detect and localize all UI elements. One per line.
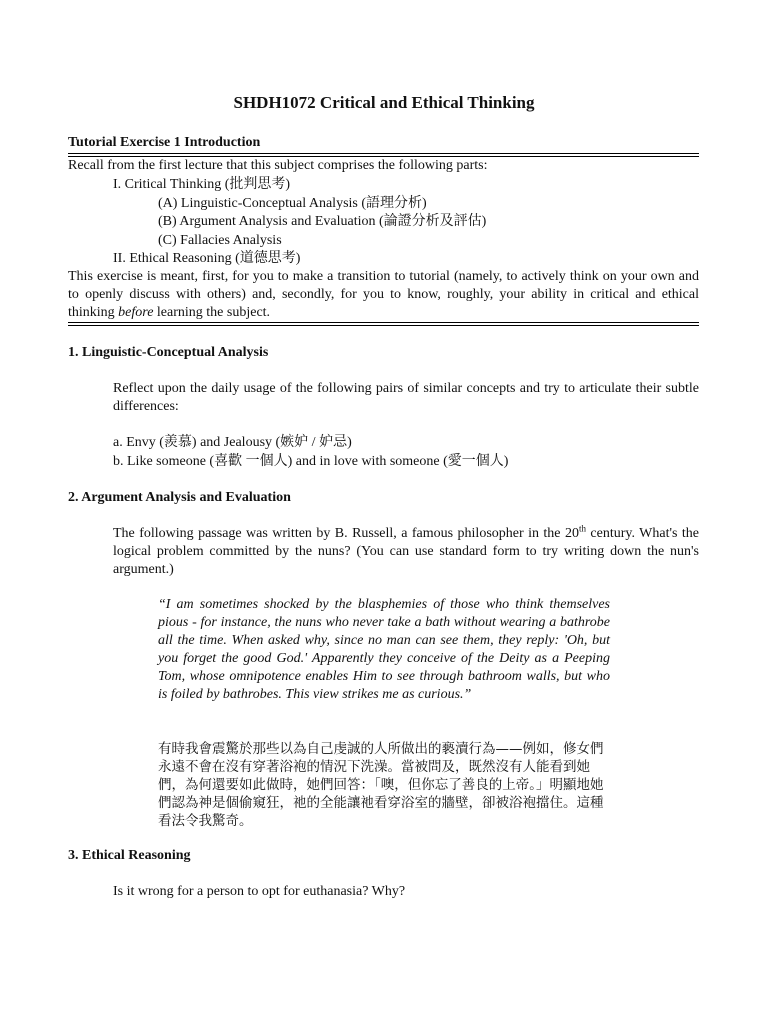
intro-purpose-emphasis: before [118,305,154,320]
section1-heading: 1. Linguistic-Conceptual Analysis [68,345,269,360]
section3-heading: 3. Ethical Reasoning [68,848,191,863]
section1-item-a: a. Envy (羨慕) and Jealousy (嫉妒 / 妒忌) [113,435,352,450]
part-ethical-reasoning: II. Ethical Reasoning (道德思考) [113,251,301,266]
part-argument-analysis: (B) Argument Analysis and Evaluation (論證分析及評估) [158,214,487,229]
intro-recall: Recall from the first lecture that this subject comprises the following parts: [68,158,488,173]
intro-bottom-rule-2 [68,325,699,326]
section2-intro-end: century. What's the logical problem committed by the nuns? (You can use standard form to try writing down the nun's argument.) [113,526,699,577]
intro-top-rule [68,153,699,154]
part-fallacies-analysis: (C) Fallacies Analysis [158,233,282,248]
intro-purpose-text: This exercise is meant, first, for you to make a transition to tutorial (namely, to actively think on your own and to openly discuss with others) and, secondly, for you to know, roughly, your ability in critical and ethical thinking [68,269,699,320]
section2-intro-sup: th [578,523,586,534]
intro-bottom-rule [68,322,699,323]
intro-heading: Tutorial Exercise 1 Introduction [68,135,261,150]
intro-purpose-end: learning the subject. [153,305,271,320]
part-linguistic-analysis: (A) Linguistic-Conceptual Analysis (語理分析) [158,196,427,211]
part-critical-thinking: I. Critical Thinking (批判思考) [113,177,291,192]
document-title: SHDH1072 Critical and Ethical Thinking [233,93,535,112]
section1-prompt: Reflect upon the daily usage of the following pairs of similar concepts and try to articulate their subtle differences: [113,381,699,414]
section2-heading: 2. Argument Analysis and Evaluation [68,490,291,505]
section1-item-b: b. Like someone (喜歡 一個人) and in love with someone (愛一個人) [113,454,509,469]
section2-intro [113,525,699,579]
russell-quote-chinese: 有時我會震驚於那些以為自己虔誠的人所做出的褻瀆行為——例如，修女們永遠不會在沒有穿著浴袍的情況下洗澡。當被問及，既然沒有人能看到她們，為何還要如此做時，她們回答：「噢，但你忘了善良的上帝。」明顯地她們認為神是個偷窺狂，祂的全能讓祂看穿浴室的牆壁，卻被浴袍擋住。這種看法令我驚奇。 [158,741,604,829]
russell-quote-english: “I am sometimes shocked by the blasphemies of those who think themselves pious - for instance, the nuns who never take a bath without wearing a bathrobe all the time. When asked why, since no man can see them, they reply: 'Oh, but you forget the good God.' Apparently they conceive of the Deity as a Peeping Tom, whose omnipotence enables Him to see through bathroom walls, but who is foiled by bathrobes. This view strikes me as curious.” [158,597,610,702]
section3-question: Is it wrong for a person to opt for euthanasia? Why? [113,884,406,899]
section2-intro-text: The following passage was written by B. Russell, a famous philosopher in the 20 [113,526,579,541]
intro-purpose [68,268,699,322]
